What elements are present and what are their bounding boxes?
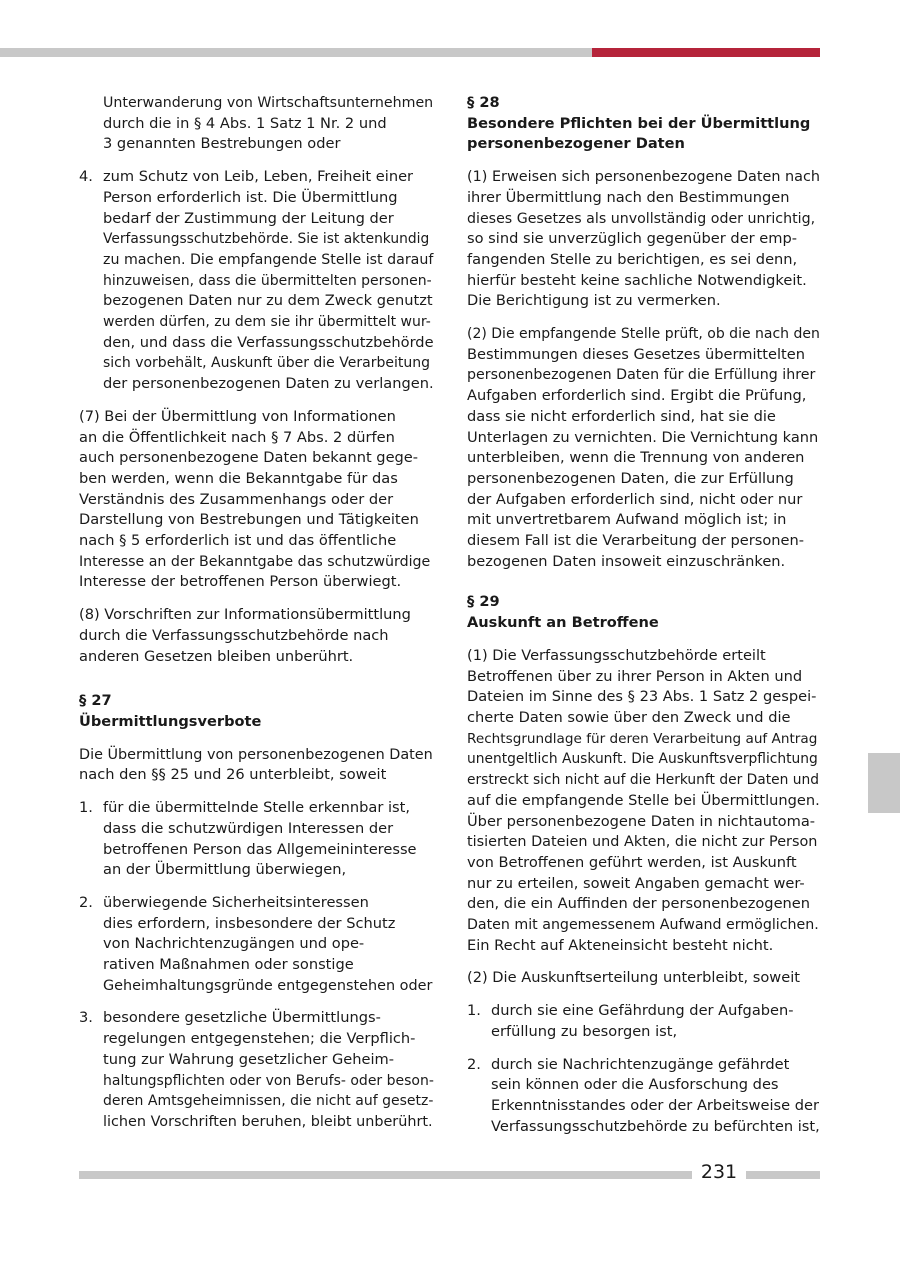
text-line: für die übermittelnde Stelle erkennbar ist, — [103, 799, 411, 817]
text-line: besondere gesetzliche Übermittlungs- — [103, 1009, 381, 1027]
text-line: (1) Die Verfassungsschutzbehörde erteilt — [467, 646, 766, 664]
text-line: Darstellung von Bestrebungen und Tätigkeiten — [79, 511, 419, 529]
text-line: erfüllung zu besorgen ist, — [491, 1022, 678, 1040]
text-line: Person erforderlich ist. Die Übermittlung — [103, 188, 398, 206]
text-line: Aufgaben erforderlich sind. Ergibt die Prüfung, — [467, 387, 807, 405]
text-line: dass die schutzwürdigen Interessen der — [103, 819, 394, 837]
text-line: nach § 5 erforderlich ist und das öffentliche — [79, 532, 397, 550]
text-line: nur zu erteilen, soweit Angaben gemacht wer- — [467, 874, 805, 892]
text-line: Dateien im Sinne des § 23 Abs. 1 Satz 2 gespei- — [467, 688, 817, 706]
text-line: auf die empfangende Stelle bei Übermittlungen. — [467, 791, 820, 809]
text-line: Interesse der betroffenen Person überwiegt. — [79, 573, 402, 591]
text-line: tung zur Wahrung gesetzlicher Geheim- — [103, 1050, 395, 1068]
text-line: dies erfordern, insbesondere der Schutz — [103, 914, 396, 932]
section-27-heading — [79, 691, 434, 732]
text-line: Unterlagen zu vernichten. Die Vernichtung kann — [467, 428, 819, 446]
text-line: lichen Vorschriften beruhen, bleibt unberührt. — [103, 1113, 433, 1130]
text-line: rativen Maßnahmen oder sonstige — [103, 956, 354, 974]
text-line: tisierten Dateien und Akten, die nicht zur Person — [467, 834, 818, 851]
section-28-paragraph-1 — [467, 167, 820, 312]
section-29-heading — [467, 592, 820, 633]
section-gap — [79, 679, 434, 691]
text-line: personenbezogenen Daten für die Erfüllung ihrer — [467, 367, 816, 384]
list-item-number: 1. — [79, 799, 93, 817]
list-item — [79, 893, 434, 997]
list-item — [79, 167, 434, 395]
text-line: durch die in § 4 Abs. 1 Satz 1 Nr. 2 und — [103, 114, 387, 132]
text-line: nach den §§ 25 und 26 unterbleibt, soweit — [79, 766, 387, 784]
text-line: Die Berichtigung ist zu vermerken. — [467, 292, 721, 310]
list-item-number: 4. — [79, 168, 93, 186]
section-title: Übermittlungsverbote — [79, 712, 262, 730]
text-line: so sind sie unverzüglich gegenüber der emp- — [467, 230, 798, 248]
list-item-number: 1. — [467, 1002, 481, 1020]
section-27-intro — [79, 745, 434, 786]
text-line: überwiegende Sicherheitsinteressen — [103, 893, 369, 911]
section-28-paragraph-2 — [467, 324, 820, 572]
text-line: Über personenbezogene Daten in nichtautoma- — [467, 812, 816, 830]
text-line: anderen Gesetzen bleiben unberührt. — [79, 647, 354, 665]
text-line: an der Übermittlung überwiegen, — [103, 861, 347, 879]
text-line: Die Übermittlung von personenbezogenen Daten — [79, 746, 433, 763]
section-number: § 27 — [79, 692, 112, 710]
text-line: (8) Vorschriften zur Informationsübermittlung — [79, 606, 411, 624]
list-item — [79, 798, 434, 881]
section-number: § 29 — [467, 593, 500, 611]
section-title: Besondere Pflichten bei der Übermittlung — [467, 114, 811, 132]
text-line: personenbezogenen Daten, die zur Erfüllung — [467, 469, 794, 487]
header-rule-gray — [0, 48, 592, 57]
text-line: bezogenen Daten insoweit einzuschränken. — [467, 552, 786, 570]
footer-rule-right — [746, 1171, 820, 1179]
text-line: hierfür besteht keine sachliche Notwendigkeit. — [467, 271, 807, 289]
text-line: den, die ein Auffinden der personenbezogenen — [467, 895, 811, 913]
text-line: Interesse an der Bekanntgabe das schutzwürdige — [79, 553, 431, 570]
text-line: bezogenen Daten nur zu dem Zweck genutzt — [103, 292, 433, 310]
text-line: 3 genannten Bestrebungen oder — [103, 135, 341, 153]
footer-rule-left — [79, 1171, 692, 1179]
text-line: Verfassungsschutzbehörde. Sie ist aktenkundig — [103, 231, 430, 248]
thumb-index-tab — [868, 753, 900, 813]
text-line: Verfassungsschutzbehörde zu befürchten ist, — [491, 1117, 820, 1135]
text-line: (2) Die empfangende Stelle prüft, ob die nach den — [467, 326, 820, 343]
section-28-heading — [467, 93, 820, 155]
text-line: Ein Recht auf Akteneinsicht besteht nicht. — [467, 936, 774, 954]
text-line: hinzuweisen, dass die übermittelten personen- — [103, 272, 432, 289]
text-line: zu machen. Die empfangende Stelle ist darauf — [103, 251, 434, 268]
text-line: (1) Erweisen sich personenbezogene Daten nach — [467, 169, 820, 186]
paragraph-8 — [79, 605, 434, 667]
text-line: sein können oder die Ausforschung des — [491, 1076, 779, 1094]
text-line: von Betroffenen geführt werden, ist Auskunft — [467, 853, 797, 871]
text-line: fangenden Stelle zu berichtigen, es sei denn, — [467, 250, 798, 268]
text-line: Rechtsgrundlage für deren Verarbeitung auf Antrag — [467, 730, 818, 747]
left-column — [79, 93, 434, 1145]
text-line: Daten mit angemessenem Aufwand ermöglichen. — [467, 917, 819, 934]
list-item — [79, 1008, 434, 1132]
text-line: der Aufgaben erforderlich sind, nicht oder nur — [467, 490, 803, 508]
text-line: Bestimmungen dieses Gesetzes übermittelten — [467, 345, 805, 363]
list-item-continuation — [79, 93, 434, 155]
list-item-number: 3. — [79, 1009, 93, 1027]
text-line: bedarf der Zustimmung der Leitung der — [103, 209, 394, 227]
text-line: betroffenen Person das Allgemeininteresse — [103, 840, 417, 858]
section-29-paragraph-1 — [467, 646, 820, 957]
section-title: Auskunft an Betroffene — [467, 614, 659, 632]
right-column — [467, 93, 820, 1149]
header-rule-accent — [592, 48, 820, 57]
text-line: ben werden, wenn die Bekanntgabe für das — [79, 469, 398, 487]
text-line: regelungen entgegenstehen; die Verpflich- — [103, 1030, 416, 1048]
text-line: (2) Die Auskunftserteilung unterbleibt, soweit — [467, 969, 800, 987]
text-line: Geheimhaltungsgründe entgegenstehen oder — [103, 977, 433, 994]
text-line: unentgeltlich Auskunft. Die Auskunftsverpflichtung — [467, 751, 818, 768]
section-title: personenbezogener Daten — [467, 135, 685, 153]
text-line: mit unvertretbarem Aufwand möglich ist; in — [467, 511, 787, 529]
text-line: auch personenbezogene Daten bekannt gege- — [79, 449, 419, 467]
text-line: Unterwanderung von Wirtschaftsunternehmen — [103, 95, 434, 111]
text-line: ihrer Übermittlung nach den Bestimmungen — [467, 188, 790, 206]
text-line: durch die Verfassungsschutzbehörde nach — [79, 626, 389, 644]
text-line: haltungspflichten oder von Berufs- oder beson- — [103, 1072, 434, 1089]
text-line: Erkenntnisstandes oder der Arbeitsweise der — [491, 1096, 819, 1114]
text-line: werden dürfen, zu dem sie ihr übermittelt wur- — [103, 314, 431, 331]
list-item — [467, 1055, 820, 1138]
text-line: dieses Gesetzes als unvollständig oder unrichtig, — [467, 210, 816, 227]
text-line: der personenbezogenen Daten zu verlangen. — [103, 375, 434, 393]
list-item-number: 2. — [79, 893, 93, 911]
text-line: durch sie Nachrichtenzugänge gefährdet — [491, 1055, 790, 1073]
text-line: an die Öffentlichkeit nach § 7 Abs. 2 dürfen — [79, 428, 395, 446]
text-line: zum Schutz von Leib, Leben, Freiheit einer — [103, 168, 414, 186]
section-29-paragraph-2 — [467, 968, 820, 989]
list-item-number: 2. — [467, 1055, 481, 1073]
text-line: den, und dass die Verfassungsschutzbehörde — [103, 333, 434, 351]
text-line: diesem Fall ist die Verarbeitung der personen- — [467, 532, 805, 550]
paragraph-7 — [79, 407, 434, 593]
section-number: § 28 — [467, 94, 500, 111]
text-line: (7) Bei der Übermittlung von Informationen — [79, 407, 396, 425]
text-line: von Nachrichtenzugängen und ope- — [103, 935, 365, 953]
text-line: erstreckt sich nicht auf die Herkunft der Daten und — [467, 772, 819, 789]
text-line: sich vorbehält, Auskunft über die Verarbeitung — [103, 355, 430, 372]
text-line: dass sie nicht erforderlich sind, hat sie die — [467, 407, 776, 425]
page-number: 231 — [700, 1161, 738, 1183]
text-line: durch sie eine Gefährdung der Aufgaben- — [491, 1002, 794, 1020]
list-item — [467, 1001, 820, 1042]
text-line: unterbleiben, wenn die Trennung von anderen — [467, 449, 805, 467]
text-line: Verständnis des Zusammenhangs oder der — [79, 490, 394, 508]
text-line: deren Amtsgeheimnissen, die nicht auf gesetz- — [103, 1093, 434, 1110]
text-line: Betroffenen über zu ihrer Person in Akten und — [467, 667, 803, 685]
text-line: cherte Daten sowie über den Zweck und die — [467, 708, 791, 726]
